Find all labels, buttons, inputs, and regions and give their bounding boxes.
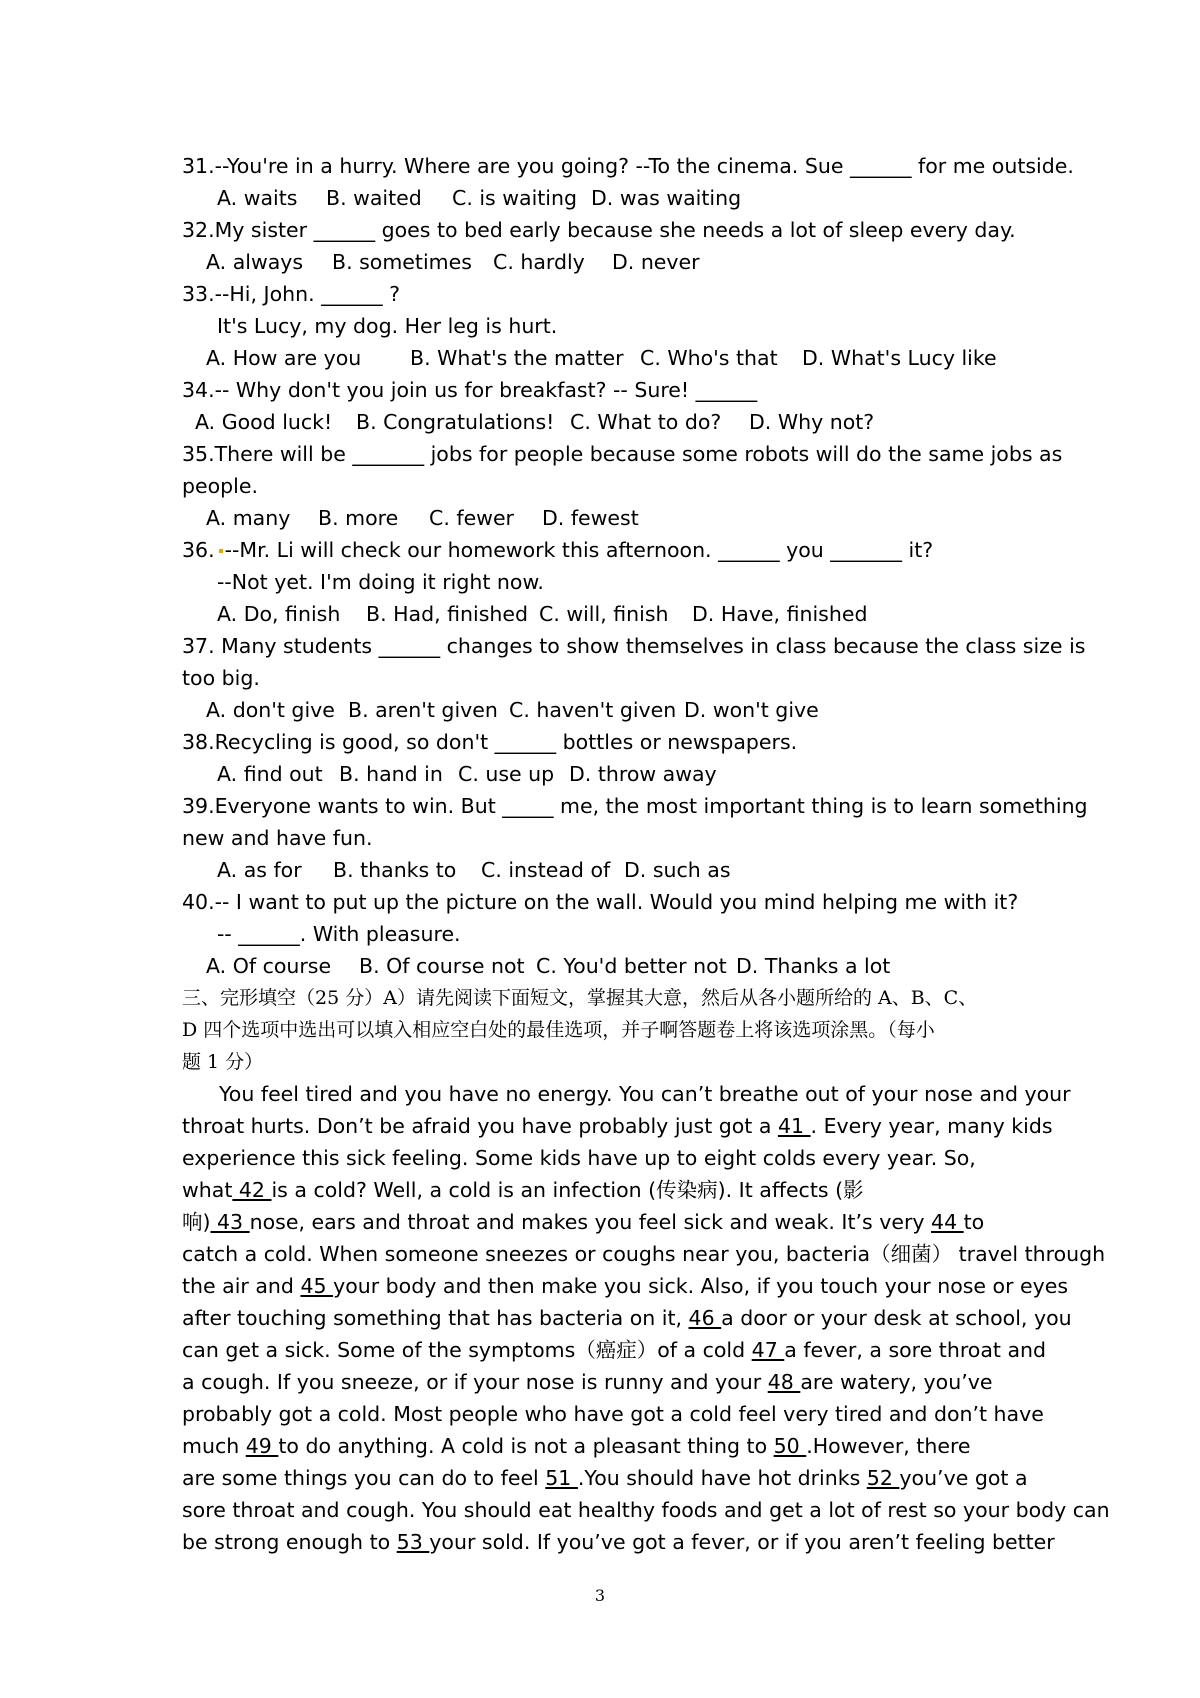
page-number: 3 [594, 1586, 606, 1605]
option-c: C. will, finish [539, 602, 669, 626]
option-b: B. sometimes [332, 250, 472, 274]
question-32-stem: 32.My sister ______ goes to bed early because she needs a lot of sleep every day. [182, 218, 1016, 242]
question-36-stem-line2: --Not yet. I'm doing it right now. [217, 570, 544, 594]
option-c: C. instead of [481, 858, 611, 882]
option-c: C. hardly [493, 250, 585, 274]
question-40-options [182, 950, 1027, 982]
cloze-passage [182, 1078, 1110, 1558]
question-34-options [182, 406, 1027, 438]
blank-47: 47 [751, 1338, 785, 1362]
highlight-mark [219, 549, 223, 553]
question-32-options [182, 246, 1027, 278]
page-content [182, 150, 1110, 1558]
question-31-stem: 31.--You're in a hurry. Where are you going? --To the cinema. Sue ______ for me outside. [182, 154, 1074, 178]
blank-45: 45 [300, 1274, 334, 1298]
option-b: B. Congratulations! [356, 410, 555, 434]
question-39-options [182, 854, 1027, 886]
blank-51: 51 [545, 1466, 578, 1490]
question-35-stem-cont: people. [182, 474, 259, 498]
option-c: C. fewer [429, 506, 514, 530]
question-36-stem [182, 534, 1027, 566]
option-d: D. Thanks a lot [736, 954, 891, 978]
passage-line: probably got a cold. Most people who have got a cold feel very tired and don’t have [182, 1402, 1044, 1426]
section-heading-line3: 题 1 分） [182, 1051, 264, 1073]
blank-52: 52 [866, 1466, 900, 1490]
passage-line: much 49 to do anything. A cold is not a pleasant thing to 50 .However, there [182, 1434, 971, 1458]
question-37-stem-cont: too big. [182, 666, 260, 690]
question-37-stem: 37. Many students ______ changes to show themselves in class because the class size is [182, 634, 1086, 658]
option-a: A. always [206, 250, 304, 274]
question-31-options [182, 182, 1027, 214]
option-c: C. Who's that [640, 346, 778, 370]
option-c: C. What to do? [570, 410, 722, 434]
question-40-stem-line2: -- ______. With pleasure. [217, 922, 461, 946]
option-a: A. Do, finish [217, 602, 341, 626]
question-40-stem: 40.-- I want to put up the picture on the wall. Would you mind helping me with it? [182, 890, 1019, 914]
passage-line: a cough. If you sneeze, or if your nose is runny and your 48 are watery, you’ve [182, 1370, 993, 1394]
blank-49: 49 [245, 1434, 279, 1458]
question-36-text: --Mr. Li will check our homework this afternoon. ______ you _______ it? [224, 538, 934, 562]
passage-line: be strong enough to 53 your sold. If you’ve got a fever, or if you aren’t feeling better [182, 1530, 1055, 1554]
question-35-stem: 35.There will be _______ jobs for people because some robots will do the same jobs as [182, 442, 1063, 466]
blank-41: 41 [777, 1114, 811, 1138]
question-38-stem: 38.Recycling is good, so don't ______ bottles or newspapers. [182, 730, 798, 754]
passage-line: catch a cold. When someone sneezes or coughs near you, bacteria（细菌） travel through [182, 1242, 1106, 1266]
question-36-options [182, 598, 1027, 630]
blank-53: 53 [396, 1530, 430, 1554]
option-a: A. Of course [206, 954, 332, 978]
option-c: C. use up [458, 762, 555, 786]
option-a: A. waits [217, 186, 298, 210]
blank-50: 50 [773, 1434, 807, 1458]
option-b: B. thanks to [333, 858, 457, 882]
passage-line: can get a sick. Some of the symptoms（癌症）of a cold 47 a fever, a sore throat and [182, 1338, 1047, 1362]
option-d: D. won't give [684, 698, 819, 722]
option-b: B. more [318, 506, 399, 530]
passage-line: throat hurts. Don’t be afraid you have probably just got a 41 . Every year, many kids [182, 1114, 1053, 1138]
passage-line: what 42 is a cold? Well, a cold is an infection (传染病). It affects (影 [182, 1178, 864, 1202]
question-34-stem: 34.-- Why don't you join us for breakfast? -- Sure! ______ [182, 378, 758, 402]
question-33-stem: 33.--Hi, John. ______ ? [182, 282, 401, 306]
passage-line: You feel tired and you have no energy. You can’t breathe out of your nose and your [219, 1082, 1071, 1106]
question-33-stem-line2: It's Lucy, my dog. Her leg is hurt. [217, 314, 558, 338]
question-35-options [182, 502, 1027, 534]
blank-44: 44 [931, 1210, 964, 1234]
question-38-options [182, 758, 1027, 790]
option-a: A. as for [217, 858, 302, 882]
option-d: D. Have, finished [692, 602, 868, 626]
option-d: D. was waiting [591, 186, 742, 210]
option-d: D. never [612, 250, 700, 274]
blank-42: 42 [232, 1178, 272, 1202]
option-a: A. How are you [206, 346, 362, 370]
option-a: A. don't give [206, 698, 335, 722]
option-c: C. is waiting [452, 186, 578, 210]
blank-46: 46 [688, 1306, 722, 1330]
passage-line: experience this sick feeling. Some kids have up to eight colds every year. So, [182, 1146, 976, 1170]
option-d: D. fewest [542, 506, 639, 530]
option-a: A. Good luck! [195, 410, 333, 434]
section-heading-line2: D 四个选项中选出可以填入相应空白处的最佳选项，并子啊答题卷上将该选项涂黑。（每小 [182, 1019, 935, 1041]
question-33-options [182, 342, 1027, 374]
option-b: B. aren't given [348, 698, 498, 722]
passage-line: are some things you can do to feel 51 .You should have hot drinks 52 you’ve got a [182, 1466, 1028, 1490]
option-d: D. throw away [569, 762, 717, 786]
option-d: D. such as [624, 858, 731, 882]
passage-line: sore throat and cough. You should eat healthy foods and get a lot of rest so your body can [182, 1498, 1110, 1522]
option-d: D. Why not? [749, 410, 875, 434]
question-36-number: 36. [182, 538, 215, 562]
passage-line: 响) 43 nose, ears and throat and makes you feel sick and weak. It’s very 44 to [182, 1210, 985, 1234]
option-b: B. Had, finished [366, 602, 529, 626]
question-39-stem: 39.Everyone wants to win. But _____ me, the most important thing is to learn something [182, 794, 1088, 818]
blank-43: 43 [210, 1210, 250, 1234]
section-heading-line1: 三、完形填空（25 分）A）请先阅读下面短文，掌握其大意，然后从各小题所给的 A、B、C、 [182, 987, 978, 1009]
blank-48: 48 [767, 1370, 801, 1394]
option-c: C. haven't given [509, 698, 677, 722]
option-b: B. What's the matter [410, 346, 624, 370]
option-d: D. What's Lucy like [802, 346, 997, 370]
question-37-options [182, 694, 1027, 726]
option-b: B. hand in [339, 762, 443, 786]
question-39-stem-cont: new and have fun. [182, 826, 373, 850]
option-a: A. many [206, 506, 291, 530]
passage-line: after touching something that has bacteria on it, 46 a door or your desk at school, you [182, 1306, 1072, 1330]
passage-line: the air and 45 your body and then make you sick. Also, if you touch your nose or eyes [182, 1274, 1069, 1298]
option-b: B. Of course not [359, 954, 525, 978]
option-b: B. waited [326, 186, 422, 210]
option-a: A. find out [217, 762, 323, 786]
option-c: C. You'd better not [536, 954, 727, 978]
